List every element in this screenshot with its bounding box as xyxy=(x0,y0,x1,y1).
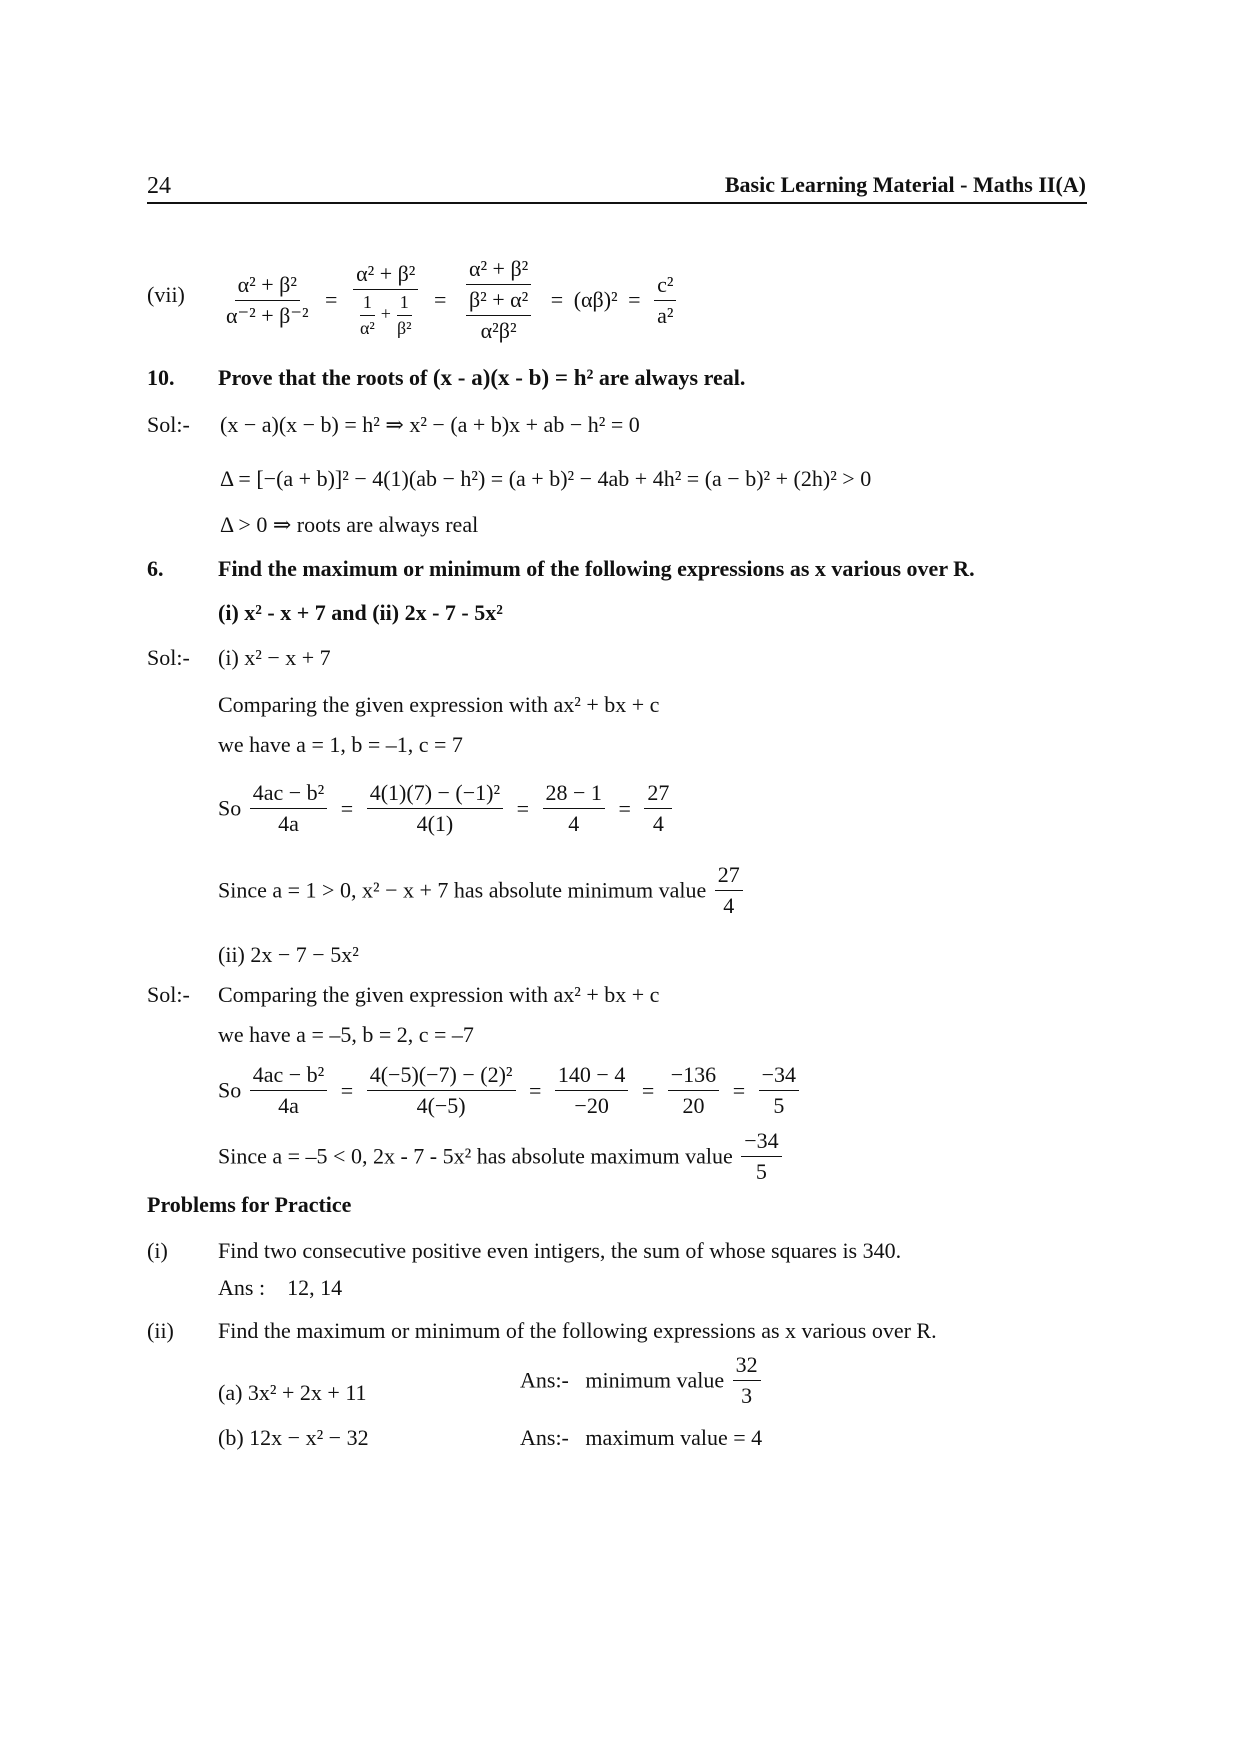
item-vii-label: (vii) xyxy=(147,282,185,307)
sol-6ii-conclusion: Since a = –5 < 0, 2x - 7 - 5x² has absolute maximum value $\frac{-34}{5}$ xyxy=(218,1128,785,1185)
practice-2a-expression: (a) 3x² + 2x + 11 xyxy=(218,1380,367,1405)
practice-1-text: Find two consecutive positive even intigers, the sum of whose squares is 340. xyxy=(218,1238,902,1263)
practice-2-label: (ii) xyxy=(147,1318,174,1343)
sol-10-label: Sol:- xyxy=(147,412,190,437)
fraction: $\frac{\text{4ac − b²}}{4a}$ xyxy=(250,1062,328,1119)
fraction: $\frac{27}{4}$ xyxy=(644,780,672,837)
sol-10-line-3: Δ > 0 ⇒ roots are always real xyxy=(220,512,479,537)
header-rule xyxy=(147,202,1087,204)
fraction: $\frac{-34}{5}$ xyxy=(741,1128,781,1185)
question-10-prompt: Prove that the roots of (x - a)(x - b) = h² are always real. xyxy=(218,365,746,390)
sol-6i-conclusion: Since a = 1 > 0, x² − x + 7 has absolute minimum value $\frac{27}{4}$ xyxy=(218,862,746,919)
fraction: $\frac{\text{4(−5)(−7) − (2)²}}{4(-5)}$ xyxy=(367,1062,516,1119)
fraction: α² + β² $\frac{1}{\text{α²}}$ + $\frac{1}{\text{β²}}$ xyxy=(351,261,421,339)
sol-10-line-2: Δ = [−(a + b)]² − 4(1)(ab − h²) = (a + b)² − 4ab + 4h² = (a − b)² + (2h)² > 0 xyxy=(220,466,872,491)
sol-6ii-computation: So $\frac{\text{4ac − b²}}{4a}$ = $\frac{\text{4(−5)(−7) − (2)²}}{4(-5)}$ = $\frac{140 - 4}{-20}$ = $\frac{-136}{20}$ = $\frac{-34}{5}$ xyxy=(218,1062,802,1119)
sol-6i-computation: So $\frac{\text{4ac − b²}}{4a}$ = $\frac{\text{4(1)(7) − (−1)²}}{4(1)}$ = $\frac{28 - 1}{4}$ = $\frac{27}{4}$ xyxy=(218,780,675,837)
running-header-title: Basic Learning Material - Maths II(A) xyxy=(724,172,1086,197)
question-number-10: 10. xyxy=(147,365,175,390)
fraction: $\frac{\text{4ac − b²}}{4a}$ xyxy=(250,780,328,837)
fraction: $\frac{-136}{20}$ xyxy=(668,1062,719,1119)
fraction: $\frac{\text{α² + β²}}{\text{α⁻² + β⁻²}}$ xyxy=(226,271,309,328)
practice-2b-answer: Ans:- maximum value = 4 xyxy=(520,1425,763,1450)
sol-6i-coefficients: we have a = 1, b = –1, c = 7 xyxy=(218,732,463,757)
sol-6-label: Sol:- xyxy=(147,645,190,670)
item-vii-equation: $\frac{\text{α² + β²}}{\text{α⁻² + β⁻²}}$ = α² + β² $\frac{1}{\text{α²}}$ + $\frac{1}{\text{β²}}$ = $\frac{\text{α² + β²}}{\frac{\text{β² + α²}}{\text{α²β²}}}$ = (αβ)² = $\frac{\text{c²}}{\text{a²}}$ xyxy=(220,256,679,344)
practice-2a-answer: Ans:- minimum value $\frac{32}{3}$ xyxy=(520,1352,764,1409)
practice-2b-expression: (b) 12x − x² − 32 xyxy=(218,1425,369,1450)
fraction: $\frac{-34}{5}$ xyxy=(759,1062,799,1119)
fraction: $\frac{\text{4(1)(7) − (−1)²}}{4(1)}$ xyxy=(367,780,503,837)
page-number: 24 xyxy=(147,173,171,199)
sol-6ii-expression: (ii) 2x − 7 − 5x² xyxy=(218,942,359,967)
fraction: $\frac{\text{α² + β²}}{\frac{\text{β² + α²}}{\text{α²β²}}}$ xyxy=(460,256,537,344)
practice-2-text: Find the maximum or minimum of the following expressions as x various over R. xyxy=(218,1318,937,1343)
practice-heading: Problems for Practice xyxy=(147,1192,352,1217)
practice-1-label: (i) xyxy=(147,1238,168,1263)
fraction: $\frac{140 - 4}{-20}$ xyxy=(555,1062,628,1119)
sol-6i-expression: (i) x² − x + 7 xyxy=(218,645,331,670)
practice-1-answer: Ans : 12, 14 xyxy=(218,1275,343,1300)
sol-6i-compare: Comparing the given expression with ax² + bx + c xyxy=(218,692,660,717)
sol-6ii-compare: Comparing the given expression with ax² + bx + c xyxy=(218,982,660,1007)
sol-6ii-label: Sol:- xyxy=(147,982,190,1007)
question-6-parts: (i) x² - x + 7 and (ii) 2x - 7 - 5x² xyxy=(218,600,503,625)
question-6-prompt: Find the maximum or minimum of the following expressions as x various over R. xyxy=(218,556,975,581)
fraction: $\frac{\text{c²}}{\text{a²}}$ xyxy=(654,272,676,329)
fraction: $\frac{28 - 1}{4}$ xyxy=(543,780,605,837)
fraction: $\frac{27}{4}$ xyxy=(715,862,743,919)
sol-10-line-1: (x − a)(x − b) = h² ⇒ x² − (a + b)x + ab − h² = 0 xyxy=(220,412,640,437)
fraction: $\frac{32}{3}$ xyxy=(733,1352,761,1409)
question-number-6: 6. xyxy=(147,556,164,581)
sol-6ii-coefficients: we have a = –5, b = 2, c = –7 xyxy=(218,1022,474,1047)
